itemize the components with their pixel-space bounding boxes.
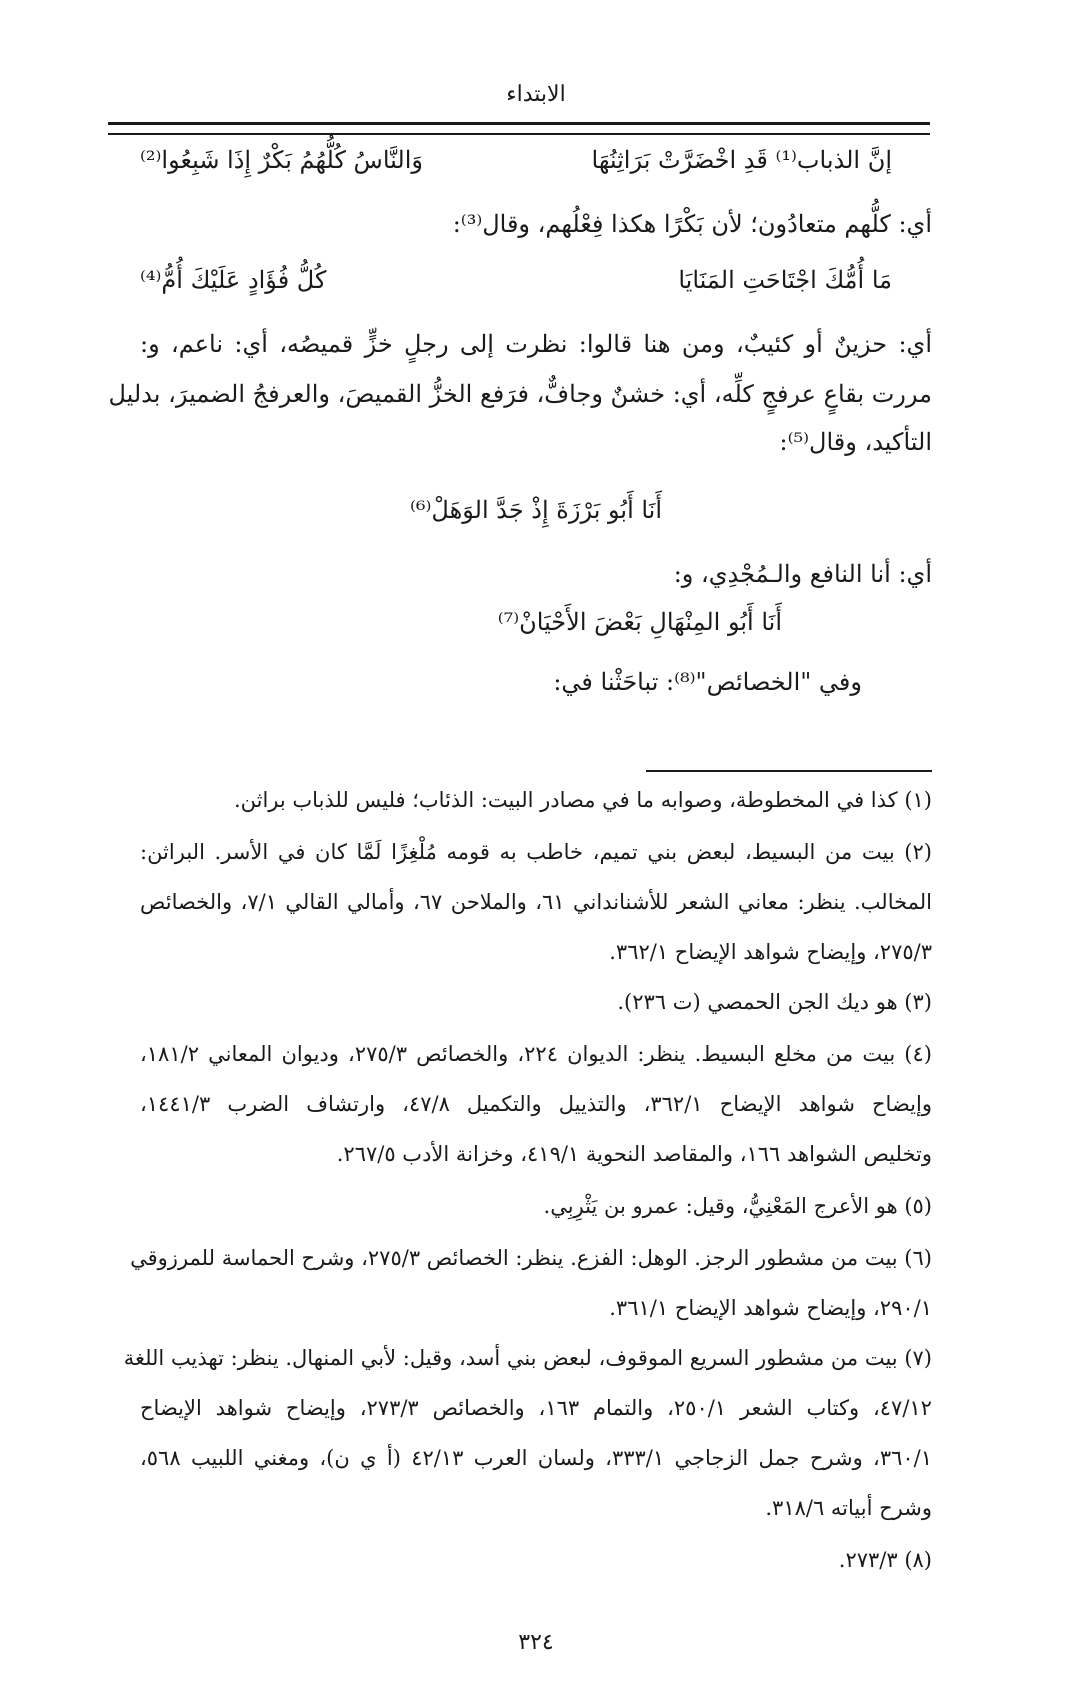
- verse-3: أَنَا أَبُو بَرْزَةَ إِذْ جَدَّ الوَهَلْ⁽⁶⁾: [409, 496, 663, 524]
- footnote-6-line: (٦) بيت من مشطور الرجز. الوهل: الفزع. ينظر: الخصائص ٢٧٥/٣، وشرح الحماسة للمرزوقي: [130, 1246, 932, 1270]
- footnote-7-line: ٣٦٠/١، وشرح جمل الزجاجي ٣٣٣/١، ولسان العرب ٤٢/١٣ (أ ي ن)، ومغني اللبيب ٥٦٨،: [140, 1446, 933, 1470]
- footnote-5: (٥) هو الأعرج المَعْنِيُّ، وقيل: عمرو بن يَثْرِبِي.: [543, 1194, 932, 1218]
- footnote-rule: [646, 770, 932, 772]
- footnote-6-line: ٢٩٠/١، وإيضاح شواهد الإيضاح ٣٦١/١.: [609, 1296, 932, 1320]
- footnote-2-line: ٢٧٥/٣، وإيضاح شواهد الإيضاح ٣٦٢/١.: [609, 940, 932, 964]
- verse-1-hemistich-2: وَالنَّاسُ كُلُّهُمُ بَكْرٌ إِذَا شَبِعُوا⁽²⁾: [140, 146, 423, 174]
- text-line-1: أي: كلُّهم متعادُون؛ لأن بَكْرًا هكذا فِعْلُهم، وقال⁽³⁾:: [452, 210, 932, 238]
- verse-4: أَنَا أَبُو المِنْهَالِ بَعْضَ الأَحْيَانْ⁽⁷⁾: [497, 608, 782, 636]
- footnote-4-line: وإيضاح شواهد الإيضاح ٣٦٢/١، والتذييل والتكميل ٤٧/٨، وارتشاف الضرب ١٤٤١/٣،: [140, 1092, 932, 1116]
- footnote-1: (١) كذا في المخطوطة، وصوابه ما في مصادر البيت: الذئاب؛ فليس للذباب براثن.: [233, 788, 932, 812]
- paragraph-line: التأكيد، وقال⁽⁵⁾:: [779, 428, 932, 456]
- footnote-7-line: (٧) بيت من مشطور السريع الموقوف، لبعض بني أسد، وقيل: لأبي المنهال. ينظر: تهذيب اللغة: [123, 1346, 932, 1370]
- footnote-2-line: (٢) بيت من البسيط، لبعض بني تميم، خاطب به قومه مُلْغِزًا لَمَّا كان في الأسر. البراثن:: [140, 840, 932, 864]
- footnote-8: (٨) ٢٧٣/٣.: [838, 1548, 932, 1572]
- footnote-7-line: وشرح أبياته ٣١٨/٦.: [765, 1496, 932, 1520]
- verse-2-hemistich-2: كُلُّ فُؤَادٍ عَلَيْكَ أُمُّ⁽⁴⁾: [140, 266, 327, 294]
- footnote-7-line: ٤٧/١٢، وكتاب الشعر ٢٥٠/١، والتمام ١٦٣، والخصائص ٢٧٣/٣، وإيضاح شواهد الإيضاح: [140, 1396, 932, 1420]
- running-head: الابتداء: [506, 82, 566, 107]
- footnote-4-line: وتخليص الشواهد ١٦٦، والمقاصد النحوية ٤١٩/١، وخزانة الأدب ٢٦٧/٥.: [336, 1142, 932, 1166]
- header-rule-thick: [108, 122, 930, 125]
- verse-2-hemistich-1: مَا أُمُّكَ اجْتَاحَتِ المَنَايَا: [678, 266, 892, 294]
- footnote-2-line: المخالب. ينظر: معاني الشعر للأشنانداني ٦١، والملاحن ٦٧، وأمالي القالي ٧/١، والخصائص: [140, 890, 933, 914]
- text-line-3: وفي "الخصائص"⁽⁸⁾: تباحَثْنا في:: [553, 668, 862, 696]
- text-line-2: أي: أنا النافع والـمُجْدِي، و:: [673, 560, 932, 588]
- verse-1-hemistich-1: إنَّ الذباب⁽¹⁾ قَدِ اخْضَرَّتْ بَرَاثِنُهَا: [591, 146, 892, 174]
- footnote-4-line: (٤) بيت من مخلع البسيط. ينظر: الديوان ٢٢٤، والخصائص ٢٧٥/٣، وديوان المعاني ١٨١/٢،: [140, 1042, 932, 1066]
- footnote-3: (٣) هو ديك الجن الحمصي (ت ٢٣٦).: [617, 990, 932, 1014]
- page-number: ٣٢٤: [518, 1630, 554, 1655]
- paragraph-line: أي: حزينٌ أو كئيبٌ، ومن هنا قالوا: نظرت إلى رجلٍ خزٍّ قميصُه، أي: ناعم، و:: [140, 330, 932, 358]
- paragraph-line: مررت بقاعٍ عرفجٍ كلِّه، أي: خشنٌ وجافٌّ، فرَفع الخزُّ القميصَ، والعرفجُ الضميرَ، بدليل: [108, 380, 932, 408]
- header-rule-thin: [108, 133, 930, 135]
